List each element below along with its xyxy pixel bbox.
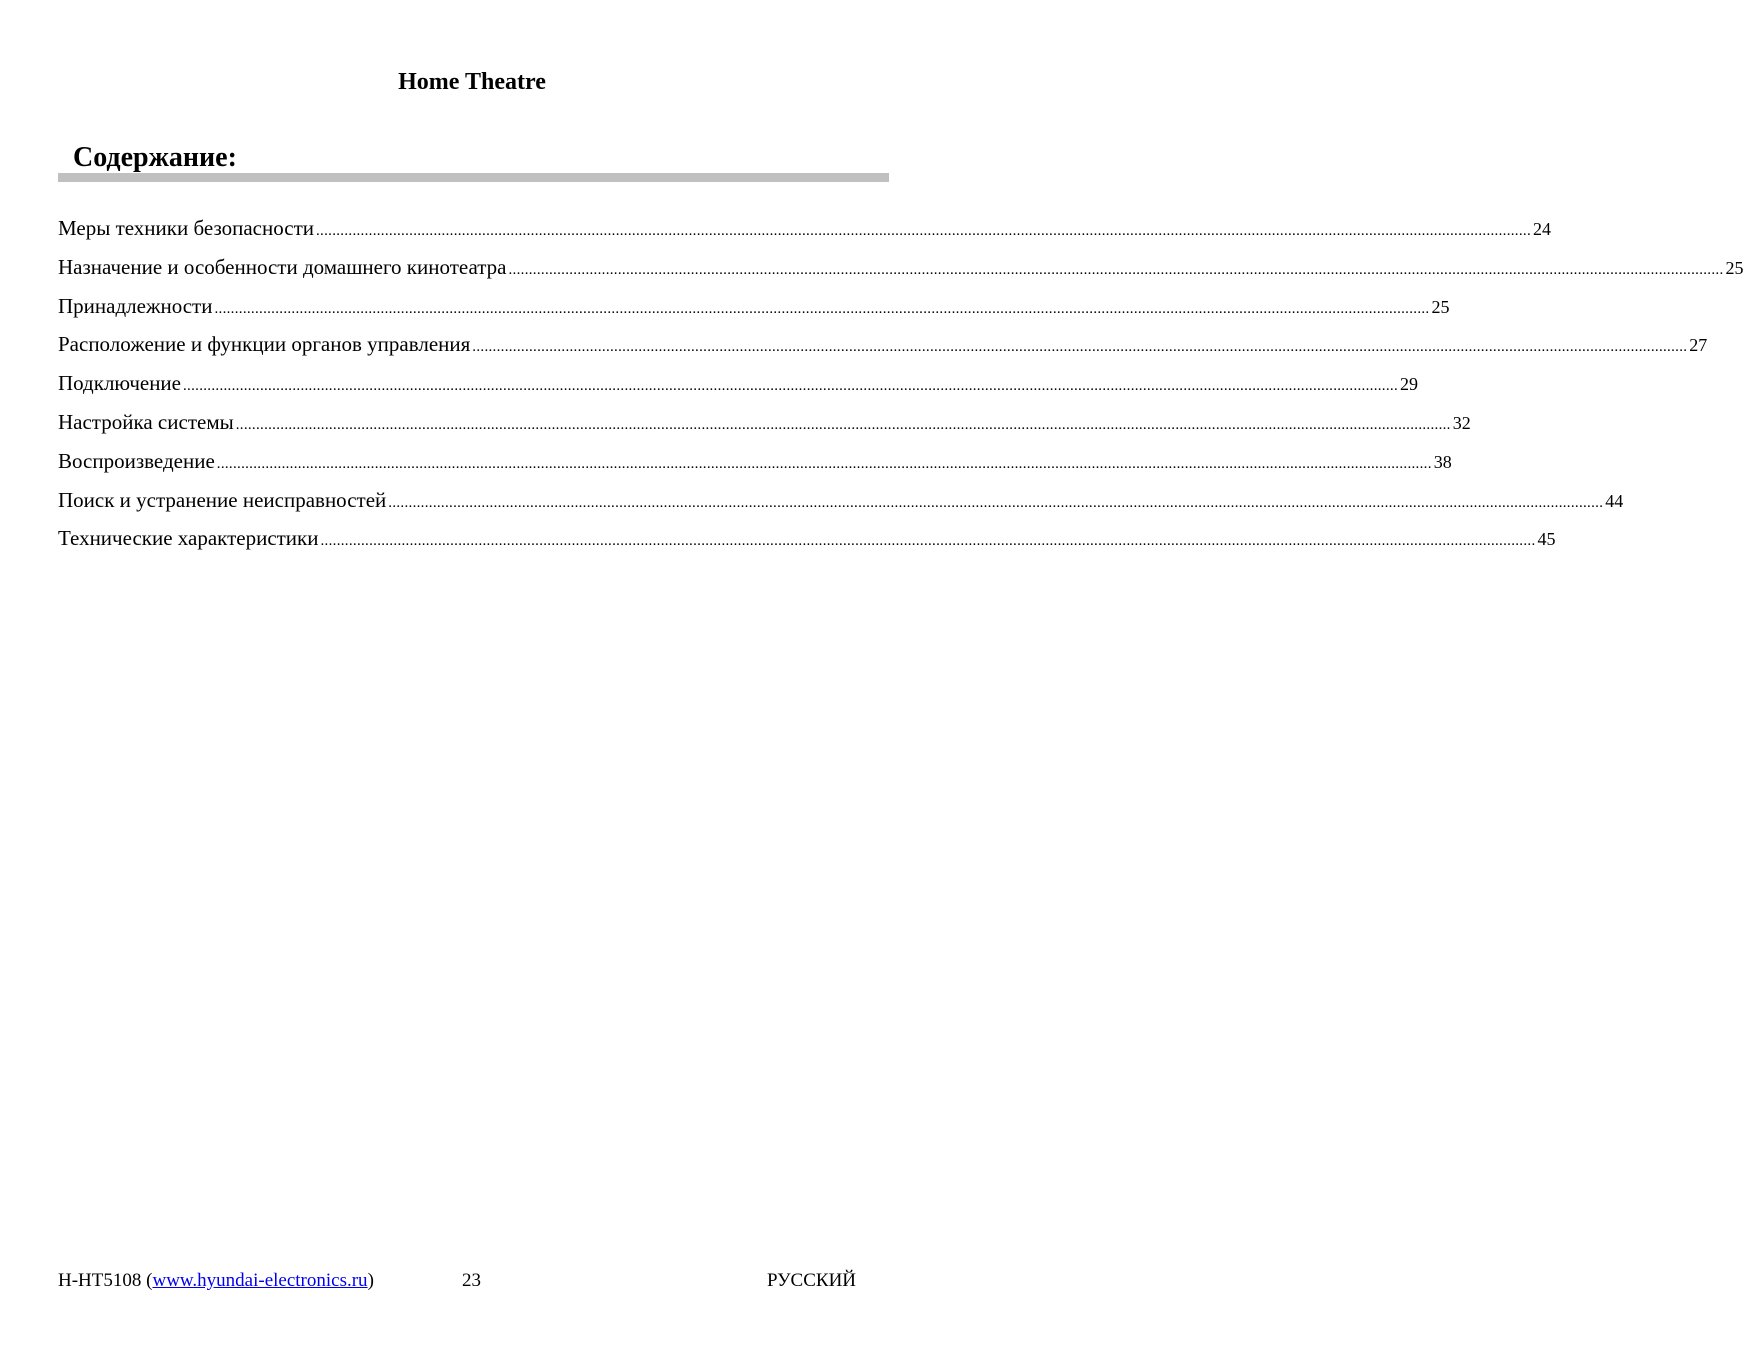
- toc-entry[interactable]: [58, 409, 1471, 449]
- toc-entry[interactable]: [58, 487, 1624, 527]
- footer-model-info: [58, 1269, 374, 1293]
- toc-dot-leader: ............................................................................................................................................................................................................................................................................................................: [183, 378, 1398, 395]
- toc-entry-label: Технические характеристики: [58, 526, 319, 551]
- toc-entry-label: Поиск и устранение неисправностей: [58, 487, 387, 512]
- footer-paren-close: ): [367, 1270, 374, 1291]
- toc-entry-label: Настройка системы: [58, 409, 234, 434]
- footer-website-link[interactable]: www.hyundai-electronics.ru: [152, 1270, 368, 1291]
- toc-entry-label: Принадлежности: [58, 293, 213, 318]
- toc-entry-label: Расположение и функции органов управления: [58, 332, 471, 357]
- footer-model: H-HT5108: [58, 1270, 142, 1291]
- toc-entry-label: Меры техники безопасности: [58, 216, 314, 240]
- toc-entry-label: Воспроизведение: [58, 448, 215, 473]
- toc-entry[interactable]: [58, 254, 1744, 294]
- toc-dot-leader: ............................................................................................................................................................................................................................................................................................................: [388, 494, 1604, 511]
- toc-entry-page: 25: [1431, 296, 1450, 317]
- toc-entry-page: 25: [1725, 257, 1744, 278]
- toc-dot-leader: ............................................................................................................................................................................................................................................................................................................: [508, 261, 1724, 278]
- footer-language: РУССКИЙ: [767, 1270, 857, 1291]
- toc-entry-page: 32: [1452, 412, 1471, 433]
- toc-dot-leader: ............................................................................................................................................................................................................................................................................................................: [216, 455, 1432, 472]
- toc-entry-page: 44: [1605, 490, 1624, 511]
- toc-entry[interactable]: [58, 526, 1556, 565]
- toc-dot-leader: ............................................................................................................................................................................................................................................................................................................: [472, 339, 1688, 356]
- toc-entry[interactable]: [58, 216, 1551, 255]
- toc-dot-leader: ............................................................................................................................................................................................................................................................................................................: [214, 300, 1430, 317]
- toc-entry-page: 29: [1400, 374, 1418, 395]
- toc-entry[interactable]: [58, 293, 1450, 333]
- footer-page-number: 23: [462, 1270, 481, 1291]
- toc-dot-leader: ............................................................................................................................................................................................................................................................................................................: [235, 416, 1451, 433]
- toc-entry-label: Подключение: [58, 371, 181, 396]
- toc-entry-page: 24: [1533, 219, 1551, 239]
- contents-heading: Содержание:: [73, 142, 237, 173]
- toc-entry[interactable]: [58, 332, 1708, 371]
- toc-entry[interactable]: [58, 448, 1452, 488]
- toc-entry[interactable]: [58, 371, 1418, 410]
- toc-dot-leader: ............................................................................................................................................................................................................................................................................................................: [316, 223, 1531, 239]
- toc-dot-leader: ............................................................................................................................................................................................................................................................................................................: [320, 533, 1536, 550]
- document-title: Home Theatre: [398, 69, 546, 95]
- toc-entry-page: 38: [1433, 451, 1452, 472]
- toc-entry-page: 27: [1689, 335, 1708, 356]
- toc-entry-page: 45: [1537, 529, 1556, 550]
- heading-divider: [58, 173, 889, 182]
- footer-paren-open: (: [146, 1270, 153, 1291]
- toc-entry-label: Назначение и особенности домашнего кинотеатра: [58, 254, 507, 279]
- table-of-contents: [58, 216, 1744, 565]
